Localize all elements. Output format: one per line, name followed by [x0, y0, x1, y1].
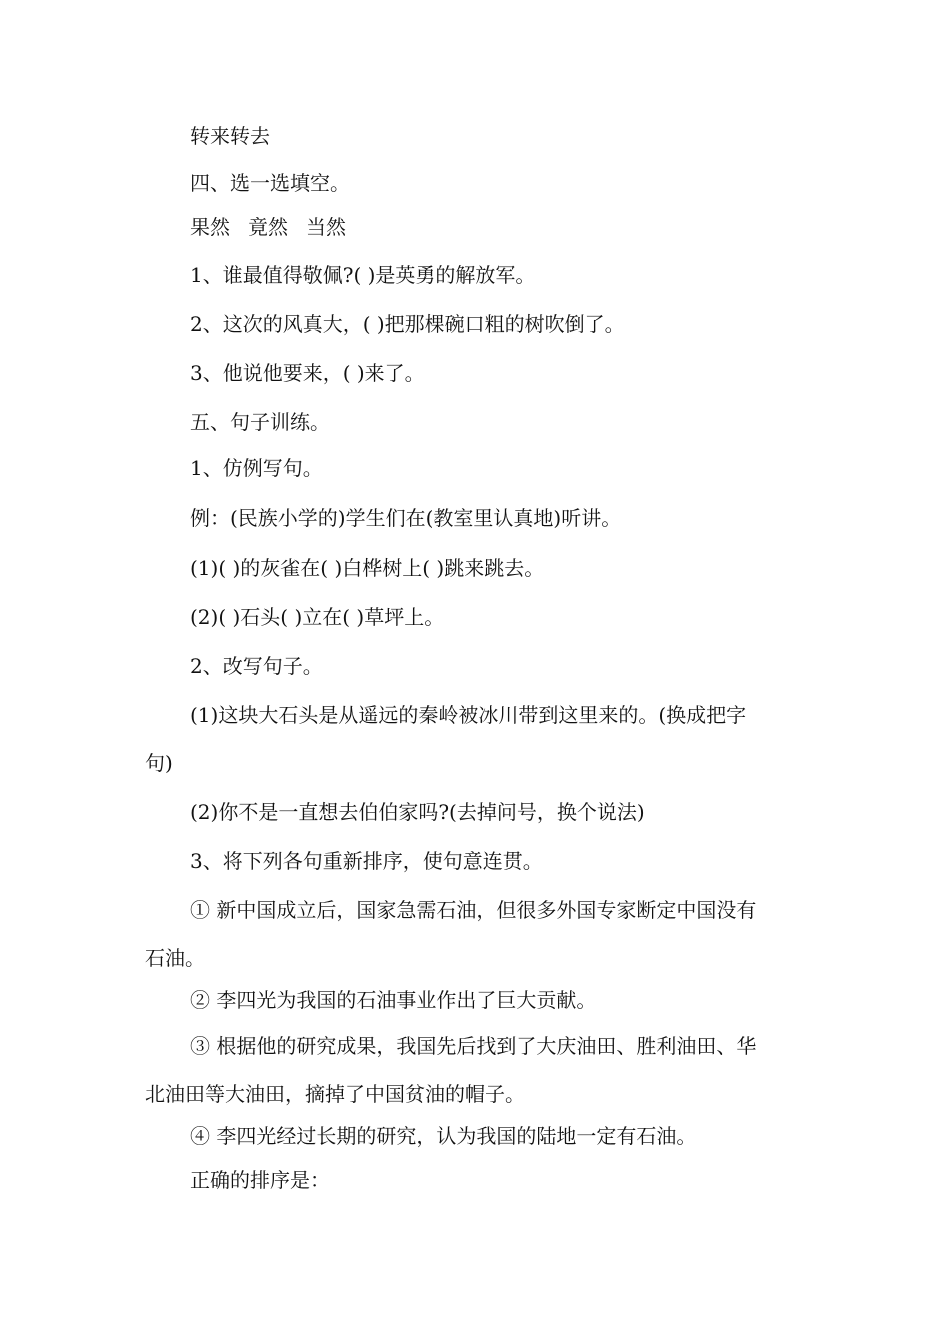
order-item-1: [145, 897, 812, 971]
question-1: 1、谁最值得敬佩?( )是英勇的解放军。: [190, 263, 536, 287]
order-item-1-line-1: ① 新中国成立后，国家急需石油，但很多外国专家断定中国没有: [190, 898, 757, 922]
question-3: 3、他说他要来，( )来了。: [190, 361, 425, 385]
order-item-4: ④ 李四光经过长期的研究，认为我国的陆地一定有石油。: [190, 1124, 697, 1148]
example-sentence: 例：(民族小学的)学生们在(教室里认真地)听讲。: [190, 506, 622, 530]
option-word: 当然: [306, 215, 346, 239]
question-2: 2、这次的风真大，( )把那棵碗口粗的树吹倒了。: [190, 312, 625, 336]
exercise-1: (1)( )的灰雀在( )白桦树上( )跳来跳去。: [190, 556, 545, 580]
order-item-3: [145, 1033, 812, 1107]
rewrite-1-line-1: (1)这块大石头是从遥远的秦岭被冰川带到这里来的。(换成把字: [190, 703, 747, 727]
subsection-1: 1、仿例写句。: [190, 456, 323, 480]
option-word: 竟然: [248, 215, 288, 239]
section-heading-5: 五、句子训练。: [190, 410, 330, 434]
word-options: [190, 214, 810, 240]
order-item-3-line-1: ③ 根据他的研究成果，我国先后找到了大庆油田、胜利油田、华: [190, 1034, 757, 1058]
answer-prompt: 正确的排序是：: [190, 1168, 330, 1192]
rewrite-1: [145, 702, 812, 776]
order-item-2: ② 李四光为我国的石油事业作出了巨大贡献。: [190, 988, 597, 1012]
rewrite-2: (2)你不是一直想去伯伯家吗?(去掉问号，换个说法): [190, 800, 645, 824]
rewrite-1-line-2: 句): [145, 751, 173, 775]
exercise-2: (2)( )石头( )立在( )草坪上。: [190, 605, 445, 629]
order-item-3-line-2: 北油田等大油田，摘掉了中国贫油的帽子。: [145, 1082, 525, 1106]
section-heading-4: 四、选一选填空。: [190, 171, 350, 195]
order-item-1-line-2: 石油。: [145, 946, 205, 970]
option-word: 果然: [190, 215, 230, 239]
subsection-2: 2、改写句子。: [190, 654, 323, 678]
subsection-3: 3、将下列各句重新排序，使句意连贯。: [190, 849, 543, 873]
text-line: 转来转去: [190, 124, 270, 148]
